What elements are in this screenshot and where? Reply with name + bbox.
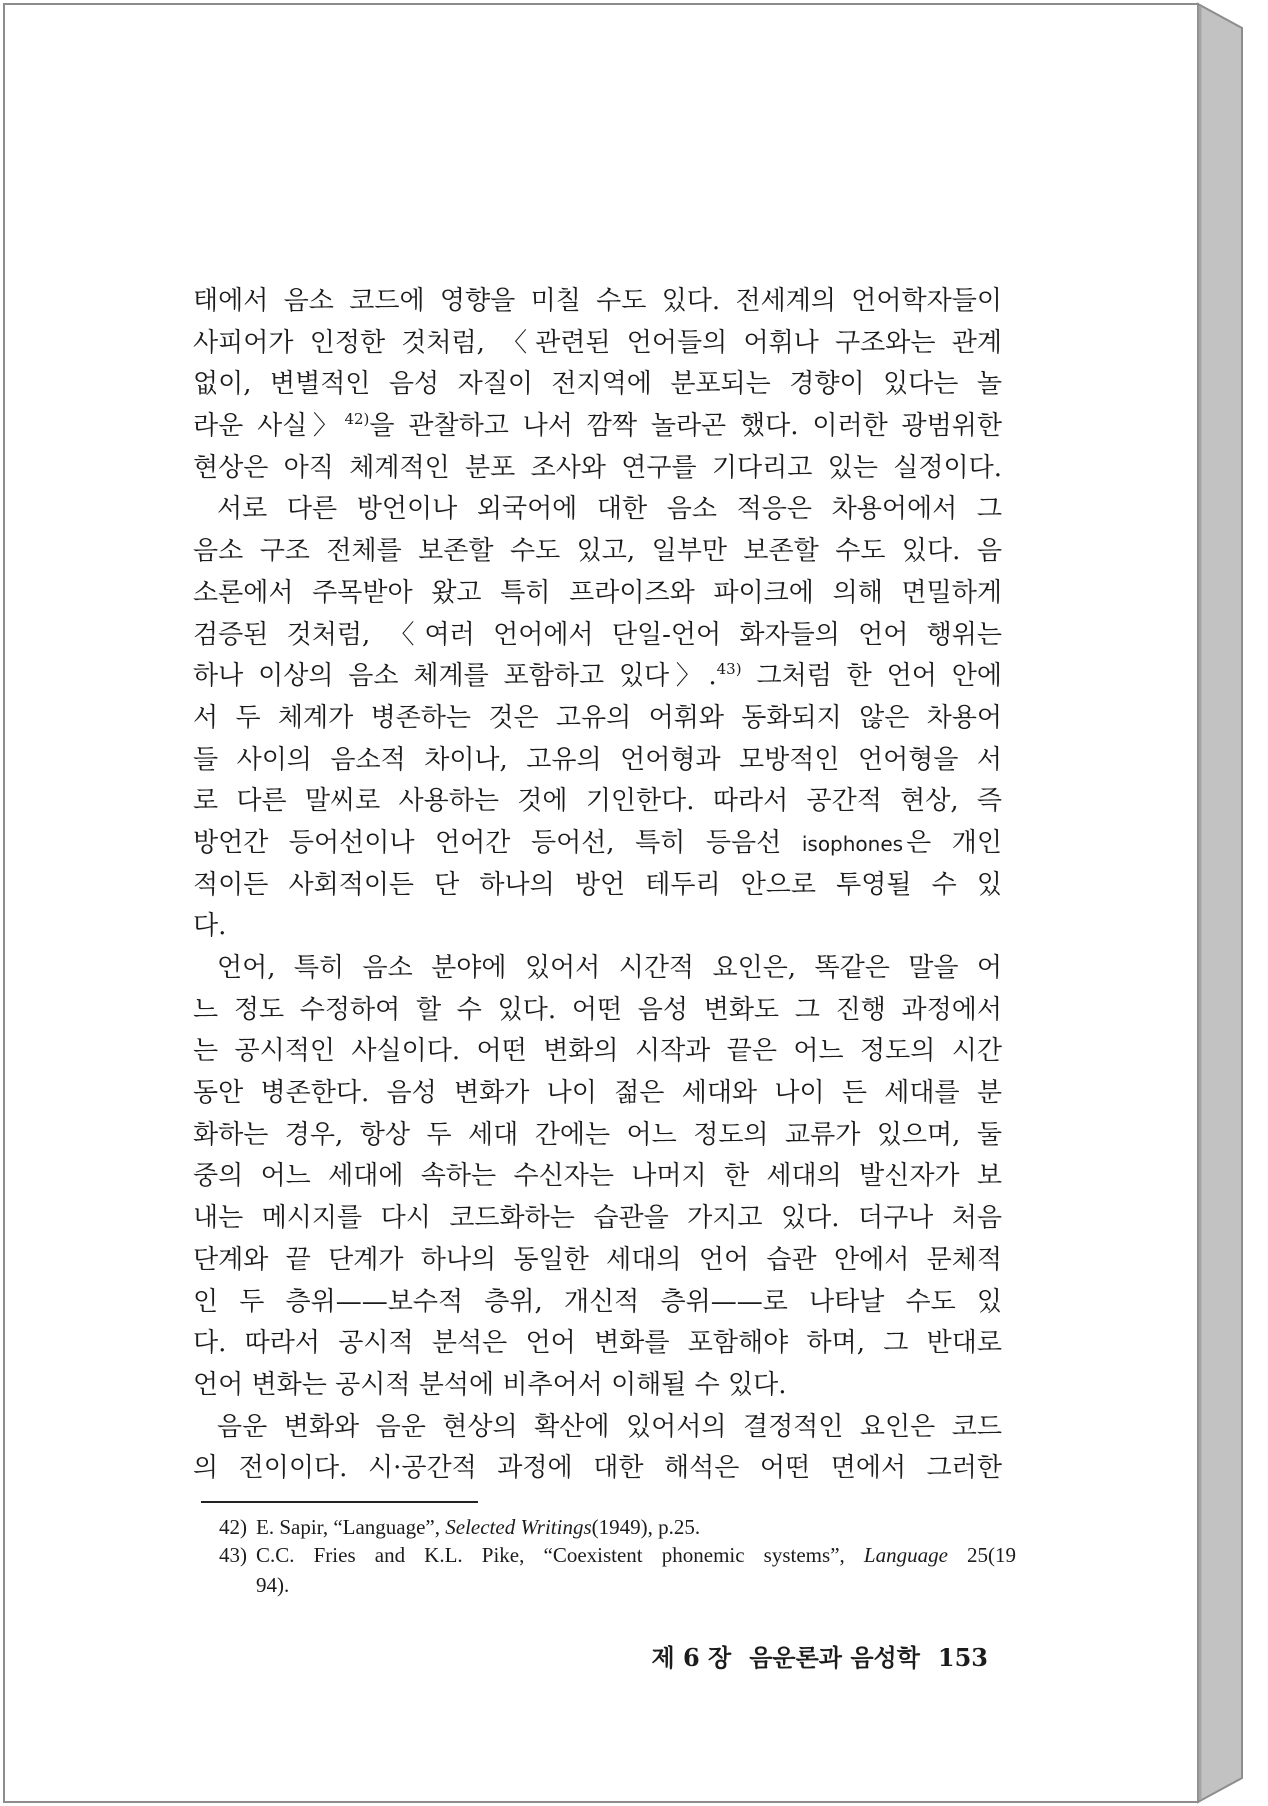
chapter-title: 음운론과 음성학 [749, 1643, 920, 1672]
text-line: 화하는 경우, 항상 두 세대 간에는 어느 정도의 교류가 있으며, 둘 [193, 1119, 1002, 1150]
footnote-43 [219, 1541, 1016, 1569]
page-footer [651, 1643, 988, 1673]
page-edge-shading [1198, 4, 1242, 1802]
text-segment: 라운 사실〉 [193, 411, 345, 442]
text-line: 소론에서 주목받아 왔고 특히 프라이즈와 파이크에 의해 면밀하게 [193, 577, 1002, 608]
text-line: 들 사이의 음소적 차이나, 고유의 언어형과 모방적인 언어형을 서 [193, 744, 1002, 775]
footnote-text: 25(19 [947, 1543, 1017, 1567]
text-segment: 하나 이상의 음소 체계를 포함하고 있다〉. [193, 661, 717, 692]
text-line [193, 656, 1002, 698]
footnote-text: (1949), p.25. [591, 1515, 701, 1539]
paragraph [193, 1407, 1002, 1490]
footnote-number: 43) [219, 1543, 247, 1567]
text-line [193, 823, 1002, 865]
paragraph [193, 281, 1002, 489]
text-line: 내는 메시지를 다시 코드화하는 습관을 가지고 있다. 더구나 처음 [193, 1203, 1002, 1234]
footnote-continuation: 94). [256, 1573, 290, 1597]
text-line: 언어 변화는 공시적 분석에 비추어서 이해될 수 있다. [193, 1369, 787, 1400]
text-segment: 방언간 등어선이나 언어간 등어선, 특히 등음선 [193, 827, 802, 858]
text-line: 는 공시적인 사실이다. 어떤 변화의 시작과 끝은 어느 정도의 시간 [193, 1036, 1002, 1067]
latin-term: isophones [801, 831, 904, 856]
footnote-text: E. Sapir, “Language”, [256, 1515, 446, 1539]
footnote-ref-43: 43) [716, 660, 742, 679]
text-line: 느 정도 수정하여 할 수 있다. 어떤 음성 변화도 그 진행 과정에서 [193, 994, 1002, 1025]
text-line: 검증된 것처럼, 〈여러 언어에서 단일-언어 화자들의 언어 행위는 [193, 619, 1002, 650]
text-line: 적이든 사회적이든 단 하나의 방언 테두리 안으로 투영될 수 있 [193, 869, 1002, 900]
text-line: 서 두 체계가 병존하는 것은 고유의 어휘와 동화되지 않은 차용어 [193, 702, 1002, 733]
text-line: 현상은 아직 체계적인 분포 조사와 연구를 기다리고 있는 실정이다. [193, 452, 1002, 483]
footnote-number: 42) [219, 1515, 247, 1539]
text-line: 로 다른 말씨로 사용하는 것에 기인한다. 따라서 공간적 현상, 즉 [193, 786, 1002, 817]
text-segment: 은 개인 [906, 827, 1002, 858]
text-line: 인 두 층위——보수적 층위, 개신적 층위——로 나타날 수도 있 [193, 1286, 1002, 1317]
paragraph [193, 489, 1002, 948]
footnote-42 [219, 1513, 1016, 1541]
text-line [193, 406, 1002, 448]
footnote-rule [201, 1501, 478, 1503]
body-text [193, 281, 1002, 1490]
text-line: 음소 구조 전체를 보존할 수도 있고, 일부만 보존할 수도 있다. 음 [193, 536, 1002, 567]
text-line: 서로 다른 방언이나 외국어에 대한 음소 적응은 차용어에서 그 [217, 494, 1002, 525]
text-line: 언어, 특히 음소 분야에 있어서 시간적 요인은, 똑같은 말을 어 [217, 953, 1002, 983]
paragraph [193, 948, 1002, 1407]
footnote-ref-42: 42) [344, 410, 370, 429]
text-line: 단계와 끝 단계가 하나의 동일한 세대의 언어 습관 안에서 문체적 [193, 1244, 1002, 1275]
text-segment: 그처럼 한 언어 안에 [741, 661, 1002, 692]
text-line: 없이, 변별적인 음성 자질이 전지역에 분포되는 경향이 있다는 놀 [193, 369, 1002, 400]
text-segment: 을 관찰하고 나서 깜짝 놀라곤 했다. 이러한 광범위한 [369, 411, 1003, 442]
text-line: 중의 어느 세대에 속하는 수신자는 나머지 한 세대의 발신자가 보 [193, 1161, 1002, 1192]
text-line: 의 전이이다. 시·공간적 과정에 대한 해석은 어떤 면에서 그러한 [193, 1453, 1002, 1484]
text-line: 음운 변화와 음운 현상의 확산에 있어서의 결정적인 요인은 코드 [217, 1411, 1002, 1442]
text-line: 동안 병존한다. 음성 변화가 나이 젊은 세대와 나이 든 세대를 분 [193, 1078, 1002, 1109]
chapter-label: 제 6 장 [651, 1643, 732, 1672]
text-line: 다. [193, 911, 227, 942]
text-line: 다. 따라서 공시적 분석은 언어 변화를 포함해야 하며, 그 반대로 [193, 1328, 1002, 1359]
footnote-text: C.C. Fries and K.L. Pike, “Coexistent phonemic systems”, [256, 1543, 864, 1567]
page-number: 153 [937, 1643, 988, 1672]
text-line: 태에서 음소 코드에 영향을 미칠 수도 있다. 전세계의 언어학자들이 [193, 286, 1002, 316]
footnote-title: Selected Writings [445, 1515, 592, 1539]
text-line: 사피어가 인정한 것처럼, 〈관련된 언어들의 어휘나 구조와는 관계 [193, 327, 1002, 358]
footnote-title: Language [863, 1543, 948, 1567]
